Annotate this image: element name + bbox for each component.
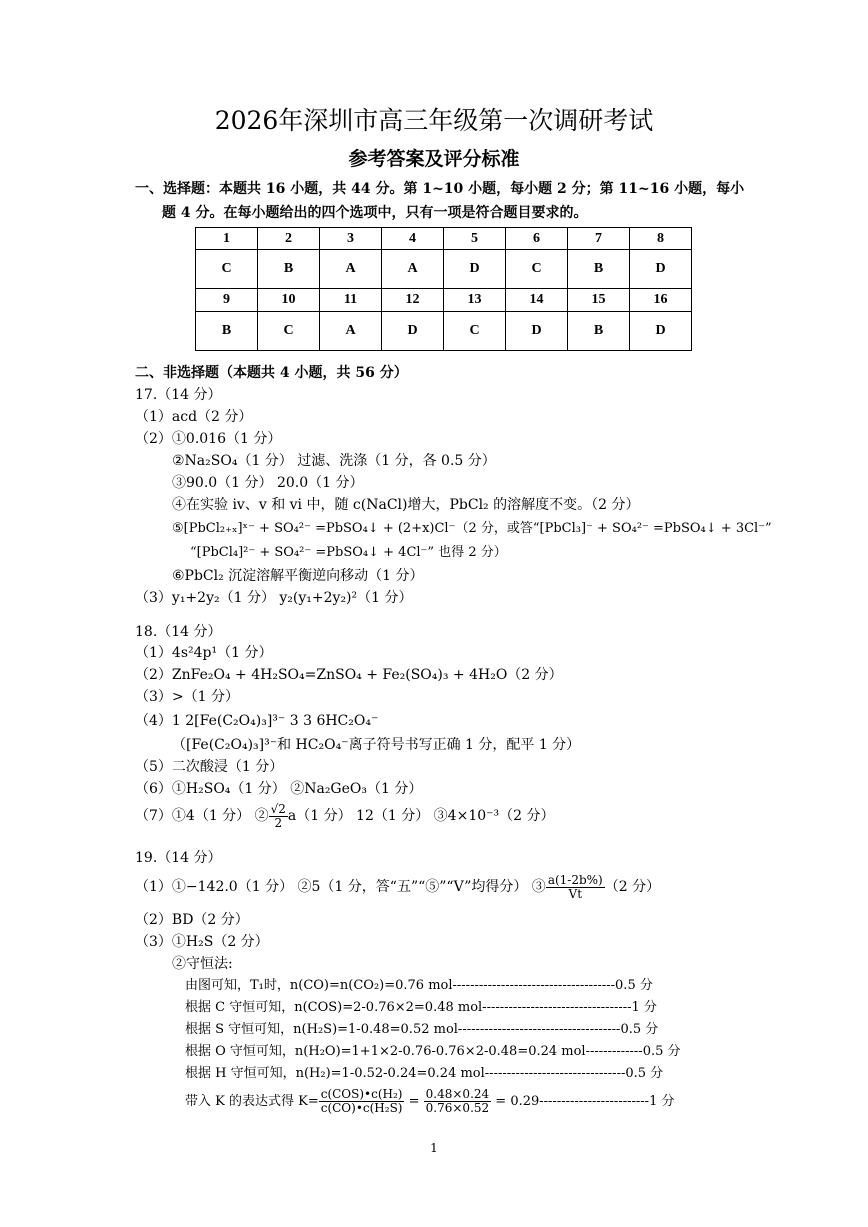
answer-number-cell: 4	[382, 228, 444, 250]
q17-line: ②Na₂SO₄（1 分） 过滤、洗涤（1 分，各 0.5 分）	[172, 453, 496, 469]
fraction-numerator: a(1-2b%)	[547, 872, 603, 887]
answer-number-cell: 7	[568, 228, 630, 250]
answer-table-number-row	[196, 228, 692, 250]
fraction-denominator: Vt	[568, 886, 583, 901]
answer-letter-cell: B	[568, 311, 630, 350]
page-title: 2026年深圳市高三年级第一次调研考试	[214, 106, 654, 135]
answer-letter-cell: A	[320, 250, 382, 289]
section2-heading: 二、非选择题（本题共 4 小题，共 56 分）	[135, 365, 408, 381]
q18-line: （[Fe(C₂O₄)₃]³⁻和 HC₂O₄⁻离子符号书写正确 1 分，配平 1 分）	[172, 737, 581, 753]
q19-calc-line	[185, 1084, 674, 1120]
q19-calc-line: 根据 S 守恒可知，n(H₂S)=1-0.48=0.52 mol-------------------------------------0.5 分	[185, 1022, 659, 1037]
answer-number-cell: 16	[630, 289, 692, 311]
q18-l8-end: a（1 分） 12（1 分） ③4×10⁻³（2 分）	[287, 808, 555, 824]
answer-letter-cell: B	[196, 311, 258, 350]
q19-l1-end: （2 分）	[604, 879, 661, 895]
q17-line: （3）y₁+2y₂（1 分） y₂(y₁+2y₂)²（1 分）	[135, 590, 413, 606]
q18-line: （3）>（1 分）	[135, 689, 239, 705]
q18-line	[135, 801, 555, 831]
answer-number-cell: 2	[258, 228, 320, 250]
page-number: 1	[430, 1141, 438, 1155]
answer-number-cell: 15	[568, 289, 630, 311]
q17-line: （1）acd（2 分）	[135, 409, 253, 425]
sqrt2-over-2-fraction	[269, 803, 288, 829]
answer-letter-cell: D	[382, 311, 444, 350]
answer-table-answer-row	[196, 311, 692, 350]
k-result: = 0.29-------------------------1 分	[491, 1094, 675, 1109]
section1-line1: 一、选择题：本题共 16 小题，共 44 分。第 1~10 小题，每小题 2 分；第 11~16 小题，每小	[135, 181, 745, 197]
q19-line: ②守恒法:	[172, 956, 233, 972]
page-subtitle: 参考答案及评分标准	[348, 148, 520, 170]
answer-letter-cell: D	[444, 250, 506, 289]
q19-line	[135, 870, 660, 904]
q18-line: （2）ZnFe₂O₄ + 4H₂SO₄=ZnSO₄ + Fe₂(SO₄)₃ + 4H₂O（2 分）	[135, 667, 563, 683]
answer-letter-cell: C	[444, 311, 506, 350]
answer-number-cell: 3	[320, 228, 382, 250]
q19-calc-line: 根据 O 守恒可知，n(H₂O)=1+1×2-0.76-0.76×2-0.48=0.24 mol-------------0.5 分	[185, 1044, 681, 1059]
answer-number-cell: 13	[444, 289, 506, 311]
q18-line: （1）4s²4p¹（1 分）	[135, 645, 273, 661]
answer-letter-cell: C	[196, 250, 258, 289]
answer-letter-cell: A	[320, 311, 382, 350]
q19-calc-line: 根据 H 守恒可知，n(H₂)=1-0.52-0.24=0.24 mol--------------------------------0.5 分	[185, 1066, 664, 1081]
answer-number-cell: 1	[196, 228, 258, 250]
q19-calc-line: 由图可知，T₁时，n(CO)=n(CO₂)=0.76 mol-------------------------------------0.5 分	[185, 978, 653, 993]
fraction-denominator: c(CO)•c(H₂S)	[320, 1101, 403, 1115]
q19-heading: 19.（14 分）	[135, 850, 222, 866]
q17-heading: 17.（14 分）	[135, 387, 222, 403]
answer-letter-cell: B	[568, 250, 630, 289]
q19-calc-line: 根据 C 守恒可知，n(COS)=2-0.76×2=0.48 mol----------------------------------1 分	[185, 1000, 657, 1015]
q17-line: ⑤[PbCl₂₊ₓ]ˣ⁻ + SO₄²⁻ =PbSO₄↓ + (2+x)Cl⁻（2 分，或答“[PbCl₃]⁻ + SO₄²⁻ =PbSO₄↓ + 3Cl⁻”	[172, 521, 772, 536]
answer-number-cell: 10	[258, 289, 320, 311]
answer-number-cell: 6	[506, 228, 568, 250]
q19-line: （3）①H₂S（2 分）	[135, 934, 269, 950]
answer-table-number-row	[196, 289, 692, 311]
section1-line2: 题 4 分。在每小题给出的四个选项中，只有一项是符合题目要求的。	[162, 205, 588, 221]
k-value-fraction	[424, 1088, 492, 1114]
fraction-denominator: 2	[274, 815, 283, 830]
q18-line: （6）①H₂SO₄（1 分） ②Na₂GeO₃（1 分）	[135, 781, 423, 797]
answer-number-cell: 5	[444, 228, 506, 250]
fraction-numerator: 0.48×0.24	[425, 1087, 490, 1102]
answer-letter-cell: D	[630, 250, 692, 289]
answer-number-cell: 12	[382, 289, 444, 311]
rate-fraction	[546, 874, 605, 900]
answer-letter-cell: B	[258, 250, 320, 289]
answer-letter-cell: C	[258, 311, 320, 350]
answer-letter-cell: D	[630, 311, 692, 350]
answer-table-answer-row	[196, 250, 692, 289]
q17-line: “[PbCl₄]²⁻ + SO₄²⁻ =PbSO₄↓ + 4Cl⁻” 也得 2 分）	[190, 545, 507, 560]
answer-number-cell: 14	[506, 289, 568, 311]
fraction-numerator: √2	[270, 801, 286, 816]
q17-line: ⑥PbCl₂ 沉淀溶解平衡逆向移动（1 分）	[172, 568, 424, 584]
q19-line: （2）BD（2 分）	[135, 912, 249, 928]
q17-line: （2）①0.016（1 分）	[135, 431, 282, 447]
q17-line: ④在实验 iv、v 和 vi 中，随 c(NaCl)增大，PbCl₂ 的溶解度不变。（2 分）	[172, 497, 640, 513]
equals-sign: =	[404, 1094, 424, 1109]
q19-l1-start: （1）①−142.0（1 分） ②5（1 分，答“五”“⑤”“V”均得分） ③	[135, 879, 546, 895]
answer-table	[195, 227, 692, 351]
q18-line: （5）二次酸浸（1 分）	[135, 759, 284, 775]
answer-number-cell: 9	[196, 289, 258, 311]
fraction-denominator: 0.76×0.52	[425, 1101, 490, 1115]
q17-line: ③90.0（1 分） 20.0（1 分）	[172, 475, 364, 491]
q18-line: （4）1 2[Fe(C₂O₄)₃]³⁻ 3 3 6HC₂O₄⁻	[135, 713, 379, 729]
fraction-numerator: c(COS)•c(H₂)	[320, 1087, 403, 1102]
q18-l8-start: （7）①4（1 分） ②	[135, 808, 269, 824]
k-expression-label: 带入 K 的表达式得 K=	[185, 1094, 319, 1109]
answer-letter-cell: A	[382, 250, 444, 289]
answer-number-cell: 11	[320, 289, 382, 311]
k-expression-fraction	[319, 1088, 405, 1114]
q18-heading: 18.（14 分）	[135, 624, 222, 640]
answer-number-cell: 8	[630, 228, 692, 250]
answer-letter-cell: D	[506, 311, 568, 350]
answer-letter-cell: C	[506, 250, 568, 289]
